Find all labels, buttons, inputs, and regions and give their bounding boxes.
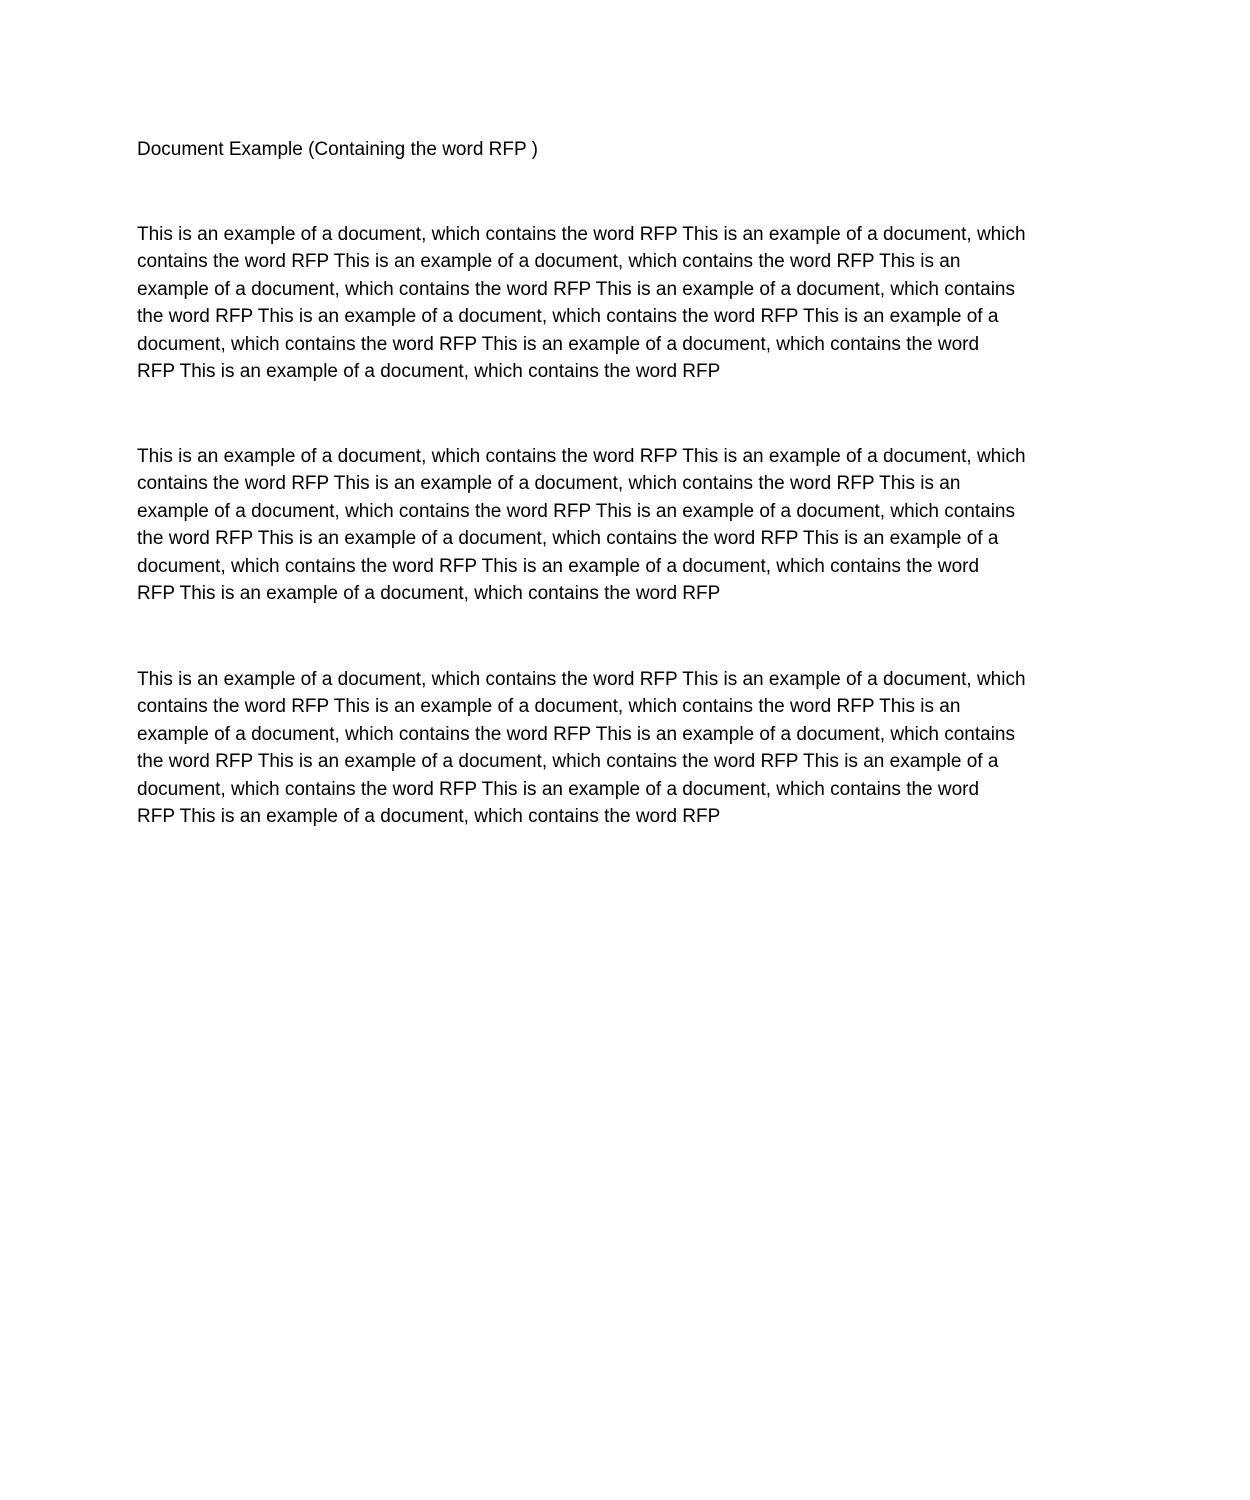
document-title: Document Example (Containing the word RFP ) (137, 139, 538, 160)
body-paragraph: This is an example of a document, which contains the word RFP This is an example of a document, which contains the word RFP This is an example of a document, which contains the word RFP This is an example of a document, which contains the word RFP This is an example of a document, which contains the word RFP This is an example of a document, which contains the word RFP This is an example of a document, which contains the word RFP This is an example of a document, which contains the word RFP This is an example of a document, which contains the word RFP (137, 669, 1026, 828)
body-paragraph: This is an example of a document, which contains the word RFP This is an example of a document, which contains the word RFP This is an example of a document, which contains the word RFP This is an example of a document, which contains the word RFP This is an example of a document, which contains the word RFP This is an example of a document, which contains the word RFP This is an example of a document, which contains the word RFP This is an example of a document, which contains the word RFP This is an example of a document, which contains the word RFP (137, 446, 1026, 605)
body-paragraph: This is an example of a document, which contains the word RFP This is an example of a document, which contains the word RFP This is an example of a document, which contains the word RFP This is an example of a document, which contains the word RFP This is an example of a document, which contains the word RFP This is an example of a document, which contains the word RFP This is an example of a document, which contains the word RFP This is an example of a document, which contains the word RFP This is an example of a document, which contains the word RFP (137, 224, 1026, 383)
